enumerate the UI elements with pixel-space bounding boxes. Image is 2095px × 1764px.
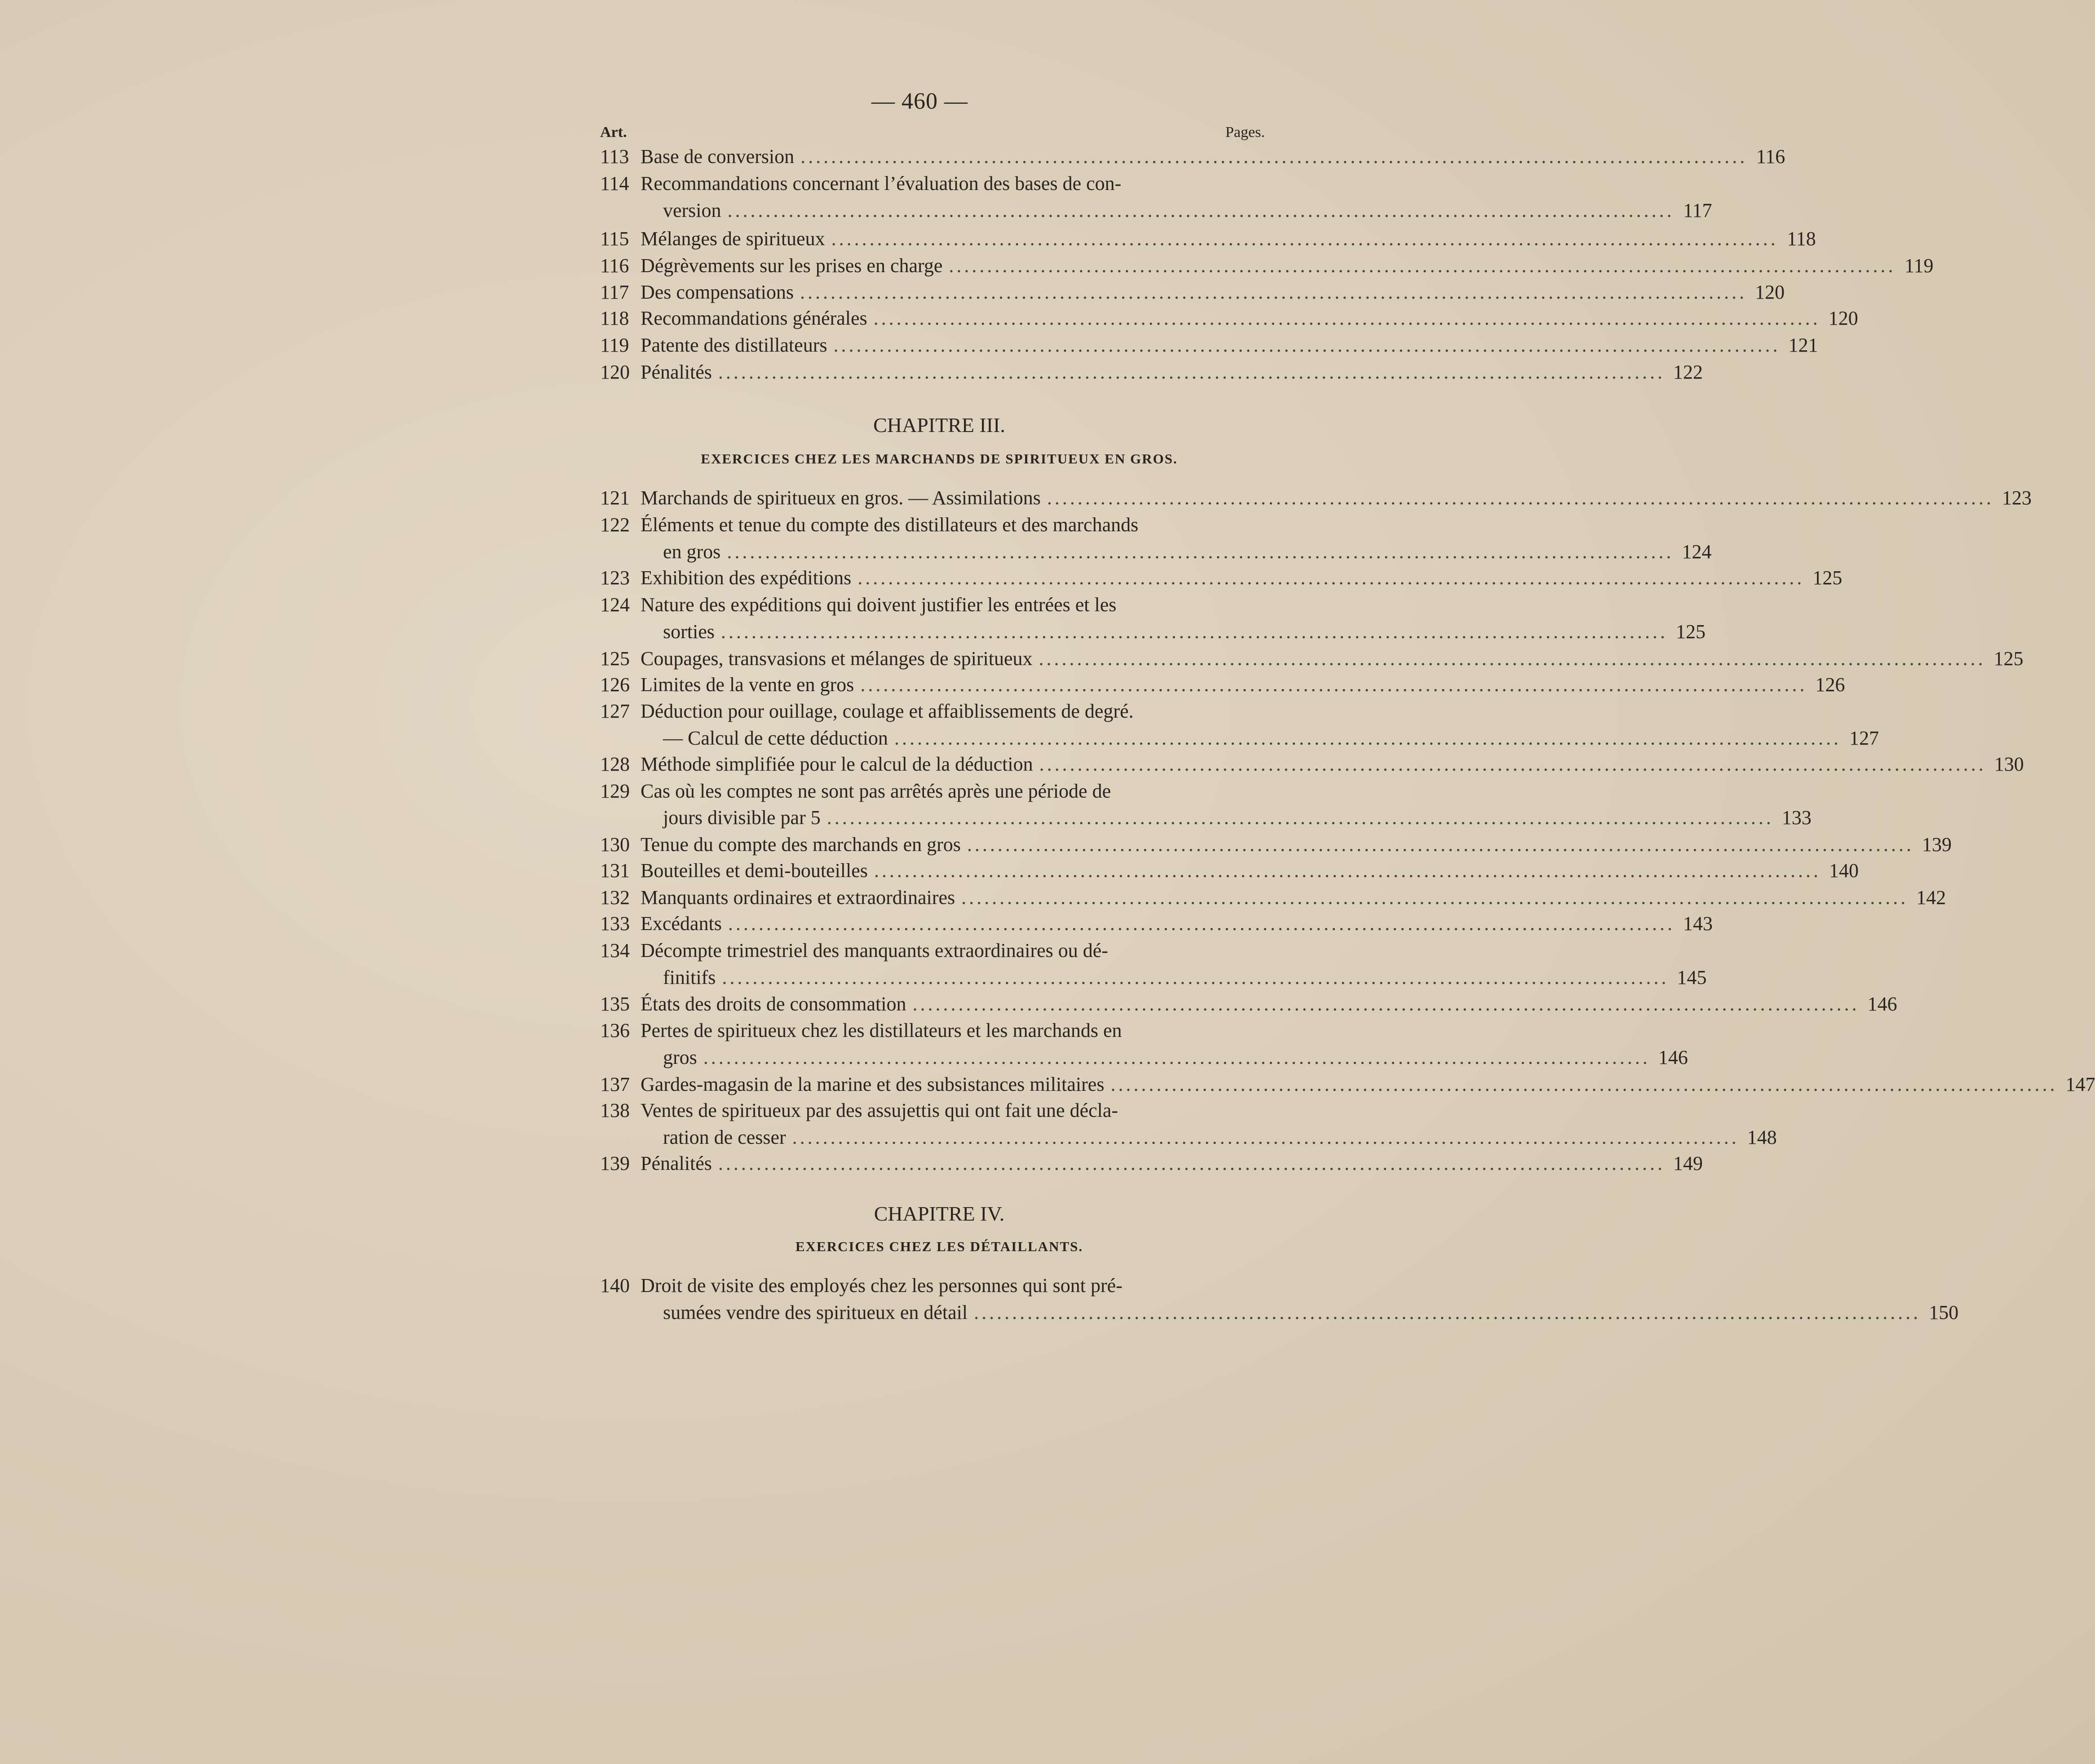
- entry-title: en gros: [663, 541, 721, 563]
- page-ref: 147: [2065, 1073, 2095, 1095]
- dot-leader: ............................................................................................................................: [874, 860, 1821, 882]
- article-number: 130: [600, 833, 630, 856]
- entry-title: Ventes de spiritueux par des assujettis qui ont fait une décla-: [641, 1099, 1118, 1121]
- entry-title: Mélanges de spiritueux: [641, 228, 825, 250]
- list-item: [600, 646, 2024, 672]
- dot-leader: ............................................................................................................................: [873, 307, 1821, 329]
- dot-leader: ............................................................................................................................: [703, 1046, 1650, 1068]
- list-item: [600, 279, 1785, 305]
- entry-title: Limites de la vente en gros: [641, 674, 854, 696]
- list-item: [600, 226, 1816, 252]
- page-ref: 125: [1993, 648, 2024, 670]
- dot-leader: ............................................................................................................................: [912, 993, 1860, 1015]
- article-number: 113: [600, 146, 629, 168]
- article-number: 131: [600, 860, 630, 882]
- chapter-3-title: CHAPITRE III.: [873, 414, 1005, 437]
- entry-title: sorties: [663, 621, 715, 643]
- dot-leader: ............................................................................................................................: [1039, 753, 1986, 775]
- list-item: [600, 698, 1278, 724]
- entry-title: Exhibition des expéditions: [641, 567, 852, 589]
- list-item: [600, 1098, 1278, 1124]
- page-ref: 133: [1781, 807, 1812, 829]
- dot-leader: ............................................................................................................................: [728, 913, 1675, 935]
- entry-title: Pertes de spiritueux chez les distillateurs et les marchands en: [641, 1019, 1122, 1041]
- page-ref: 118: [1787, 228, 1816, 250]
- entry-title: Pénalités: [641, 1152, 712, 1174]
- page-ref: 122: [1673, 361, 1703, 383]
- entry-title: — Calcul de cette déduction: [663, 727, 888, 749]
- entry-title: États des droits de consommation: [641, 993, 906, 1015]
- entry-title: Recommandations générales: [641, 307, 867, 329]
- list-item: [600, 253, 1934, 279]
- entry-title: Bouteilles et demi-bouteilles: [641, 860, 868, 882]
- dot-leader: ............................................................................................................................: [718, 1152, 1665, 1174]
- dot-leader: ............................................................................................................................: [720, 621, 1668, 643]
- entry-title: jours divisible par 5: [663, 807, 821, 829]
- list-item: [600, 965, 1707, 991]
- entry-title: Cas où les comptes ne sont pas arrêtés après une période de: [641, 780, 1111, 802]
- entry-title: Déduction pour ouillage, coulage et affaiblissements de degré.: [641, 700, 1134, 722]
- list-item: [600, 305, 1858, 331]
- article-number: 138: [600, 1099, 630, 1121]
- article-number: 134: [600, 939, 630, 961]
- entry-title: Méthode simplifiée pour le calcul de la déduction: [641, 753, 1033, 775]
- dot-leader: ............................................................................................................................: [827, 807, 1774, 829]
- article-number: 124: [600, 594, 630, 616]
- entry-title: version: [663, 199, 721, 221]
- list-item: [600, 1151, 1703, 1177]
- entry-title: Droit de visite des employés chez les personnes qui sont pré-: [641, 1274, 1123, 1297]
- article-number: 125: [600, 648, 630, 670]
- article-number: 118: [600, 307, 629, 329]
- entry-title: Éléments et tenue du compte des distillateurs et des marchands: [641, 514, 1139, 536]
- dot-leader: ............................................................................................................................: [1039, 648, 1986, 670]
- article-number: 122: [600, 514, 630, 536]
- list-item: [600, 751, 2024, 777]
- dot-leader: ............................................................................................................................: [1110, 1073, 2058, 1095]
- article-number: 117: [600, 281, 629, 303]
- list-item: [600, 991, 1897, 1017]
- dot-leader: ............................................................................................................................: [1047, 487, 1994, 509]
- entry-title: Coupages, transvasions et mélanges de spiritueux: [641, 648, 1033, 670]
- article-number: 115: [600, 228, 629, 250]
- dot-leader: ............................................................................................................................: [961, 886, 1909, 908]
- dot-leader: ............................................................................................................................: [718, 361, 1665, 383]
- page-ref: 146: [1658, 1046, 1688, 1068]
- dot-leader: ............................................................................................................................: [727, 199, 1675, 221]
- list-item: [600, 565, 1843, 591]
- page-ref: 121: [1788, 334, 1818, 356]
- entry-title: finitifs: [663, 966, 716, 988]
- list-item: [600, 1018, 1278, 1044]
- list-item: [600, 778, 1278, 804]
- dot-leader: ............................................................................................................................: [894, 727, 1841, 749]
- chapter-3-subtitle: EXERCICES CHEZ LES MARCHANDS DE SPIRITUEUX EN GROS.: [701, 451, 1178, 467]
- page-ref: 125: [1812, 567, 1843, 589]
- article-number: 139: [600, 1152, 630, 1174]
- list-item: [600, 1300, 1959, 1326]
- article-number: 132: [600, 886, 630, 908]
- list-item: [600, 938, 1278, 964]
- chapter-4-title: CHAPITRE IV.: [874, 1202, 1005, 1225]
- list-item: [600, 198, 1712, 224]
- dot-leader: ............................................................................................................................: [800, 146, 1748, 168]
- page-ref: 142: [1916, 886, 1946, 908]
- entry-title: Gardes-magasin de la marine et des subsistances militaires: [641, 1073, 1105, 1095]
- dot-leader: ............................................................................................................................: [949, 255, 1896, 277]
- page-ref: 119: [1905, 255, 1934, 277]
- page-ref: 116: [1756, 146, 1786, 168]
- page-ref: 130: [1994, 753, 2024, 775]
- article-number: 121: [600, 487, 630, 509]
- entry-title: Nature des expéditions qui doivent justifier les entrées et les: [641, 594, 1117, 616]
- list-item: [600, 512, 1278, 538]
- entry-title: Des compensations: [641, 281, 794, 303]
- article-number: 129: [600, 780, 630, 802]
- page-number: — 460 —: [871, 88, 968, 114]
- list-item: [600, 332, 1818, 358]
- dot-leader: ............................................................................................................................: [727, 541, 1674, 563]
- dot-leader: ............................................................................................................................: [831, 228, 1778, 250]
- article-number: 119: [600, 334, 629, 356]
- entry-title: Excédants: [641, 913, 722, 935]
- page-ref: 120: [1828, 307, 1858, 329]
- page-ref: 126: [1815, 674, 1845, 696]
- list-item: [600, 1273, 1278, 1299]
- page-ref: 139: [1922, 833, 1952, 856]
- list-item: [600, 832, 1952, 858]
- dot-leader: ............................................................................................................................: [792, 1126, 1739, 1148]
- article-number: 137: [600, 1073, 630, 1095]
- chapter-4-subtitle: EXERCICES CHEZ LES DÉTAILLANTS.: [795, 1239, 1083, 1254]
- list-item: [600, 359, 1703, 385]
- page-ref: 148: [1747, 1126, 1777, 1148]
- article-number: 140: [600, 1274, 630, 1297]
- dot-leader: ............................................................................................................................: [857, 567, 1805, 589]
- dot-leader: ............................................................................................................................: [722, 966, 1669, 988]
- entry-title: gros: [663, 1046, 697, 1068]
- list-item: [600, 725, 1879, 751]
- entry-title: sumées vendre des spiritueux en détail: [663, 1301, 968, 1323]
- entry-title: Manquants ordinaires et extraordinaires: [641, 886, 955, 908]
- page-ref: 150: [1929, 1301, 1959, 1323]
- page-ref: 143: [1683, 913, 1713, 935]
- dot-leader: ............................................................................................................................: [800, 281, 1747, 303]
- article-number: 128: [600, 753, 630, 775]
- list-item: [600, 805, 1812, 831]
- list-item: [600, 485, 2032, 511]
- entry-title: Marchands de spiritueux en gros. — Assimilations: [641, 487, 1041, 509]
- page-ref: 117: [1683, 199, 1712, 221]
- page-ref: 140: [1829, 860, 1859, 882]
- column-head-pages: Pages.: [1225, 124, 1265, 141]
- page-ref: 125: [1675, 621, 1706, 643]
- entry-title: Pénalités: [641, 361, 712, 383]
- list-item: [600, 619, 1706, 645]
- dot-leader: ............................................................................................................................: [833, 334, 1781, 356]
- article-number: 123: [600, 567, 630, 589]
- page-ref: 149: [1673, 1152, 1703, 1174]
- list-item: [600, 858, 1859, 884]
- entry-title: Dégrèvements sur les prises en charge: [641, 255, 943, 277]
- dot-leader: ............................................................................................................................: [967, 833, 1914, 856]
- list-item: [600, 911, 1713, 937]
- entry-title: Base de conversion: [641, 146, 795, 168]
- article-number: 136: [600, 1019, 630, 1041]
- page-ref: 120: [1755, 281, 1785, 303]
- list-item: [600, 171, 1278, 197]
- page-ref: 123: [2002, 487, 2032, 509]
- list-item: [600, 144, 1786, 170]
- article-number: 135: [600, 993, 630, 1015]
- entry-title: Recommandations concernant l’évaluation des bases de con-: [641, 172, 1122, 194]
- article-number: 114: [600, 172, 629, 194]
- article-number: 116: [600, 255, 629, 277]
- list-item: [600, 592, 1278, 618]
- article-number: 133: [600, 913, 630, 935]
- dot-leader: ............................................................................................................................: [974, 1301, 1921, 1323]
- entry-title: Décompte trimestriel des manquants extraordinaires ou dé-: [641, 939, 1108, 961]
- list-item: [600, 1072, 2095, 1098]
- list-item: [600, 672, 1845, 698]
- page-ref: 124: [1682, 541, 1712, 563]
- dot-leader: ............................................................................................................................: [860, 674, 1808, 696]
- list-item: [600, 885, 1946, 911]
- article-number: 126: [600, 674, 630, 696]
- page-ref: 145: [1677, 966, 1707, 988]
- article-number: 120: [600, 361, 630, 383]
- article-number: 127: [600, 700, 630, 722]
- entry-title: Patente des distillateurs: [641, 334, 827, 356]
- column-head-art: Art.: [600, 124, 627, 141]
- page-ref: 127: [1849, 727, 1879, 749]
- page-ref: 146: [1867, 993, 1897, 1015]
- list-item: [600, 1045, 1688, 1071]
- list-item: [600, 1125, 1777, 1151]
- entry-title: ration de cesser: [663, 1126, 786, 1148]
- list-item: [600, 539, 1712, 565]
- entry-title: Tenue du compte des marchands en gros: [641, 833, 961, 856]
